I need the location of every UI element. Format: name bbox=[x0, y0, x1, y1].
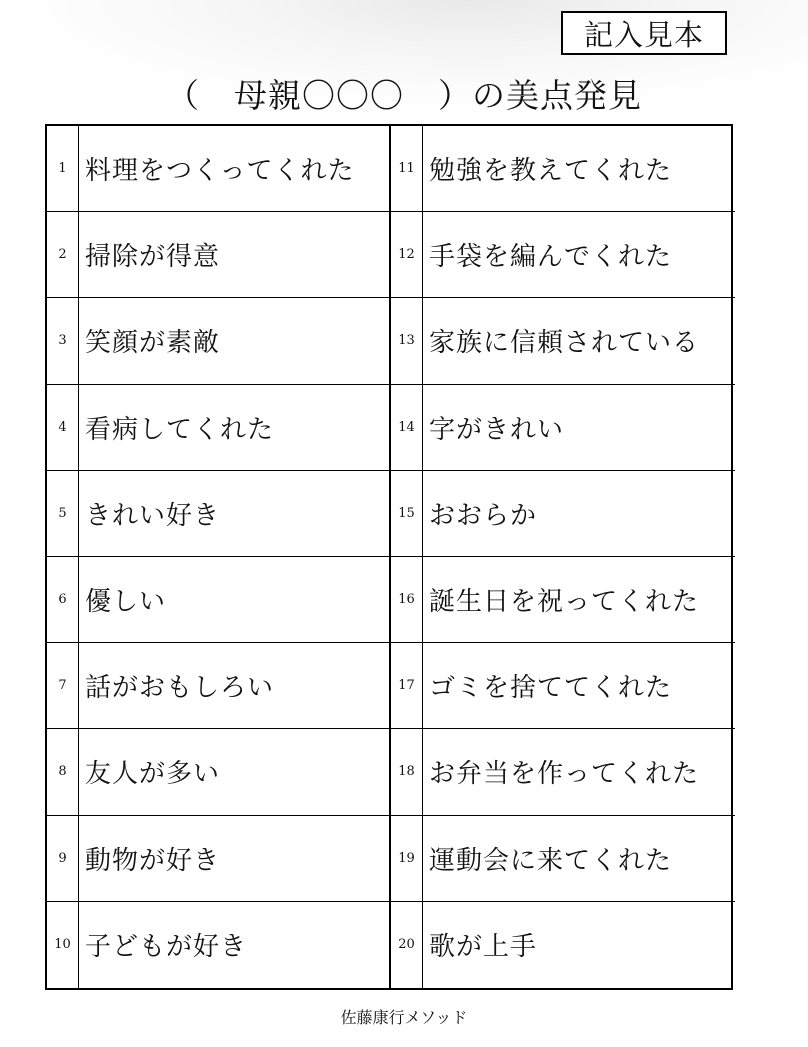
item-number: 16 bbox=[391, 557, 423, 643]
item-number: 20 bbox=[391, 902, 423, 988]
item-number: 14 bbox=[391, 385, 423, 471]
item-number: 19 bbox=[391, 816, 423, 902]
item-text: 優しい bbox=[79, 557, 391, 643]
sample-badge: 記入見本 bbox=[561, 11, 727, 55]
item-number: 12 bbox=[391, 212, 423, 298]
item-number: 9 bbox=[47, 816, 79, 902]
item-number: 8 bbox=[47, 729, 79, 815]
item-text: 動物が好き bbox=[79, 816, 391, 902]
item-text: 料理をつくってくれた bbox=[79, 126, 391, 212]
item-text: 掃除が得意 bbox=[79, 212, 391, 298]
item-number: 4 bbox=[47, 385, 79, 471]
item-number: 13 bbox=[391, 298, 423, 384]
item-text: 子どもが好き bbox=[79, 902, 391, 988]
item-number: 18 bbox=[391, 729, 423, 815]
virtues-table bbox=[45, 124, 733, 990]
item-text: 笑顔が素敵 bbox=[79, 298, 391, 384]
item-number: 10 bbox=[47, 902, 79, 988]
item-text: 看病してくれた bbox=[79, 385, 391, 471]
item-number: 1 bbox=[47, 126, 79, 212]
item-number: 6 bbox=[47, 557, 79, 643]
item-text: 運動会に来てくれた bbox=[423, 816, 735, 902]
item-text: 歌が上手 bbox=[429, 932, 538, 963]
item-number: 11 bbox=[391, 126, 423, 212]
item-text: 誕生日を祝ってくれた bbox=[423, 557, 735, 643]
footer-credit: 佐藤康行メソッド bbox=[340, 1008, 468, 1027]
item-text: ゴミを捨ててくれた bbox=[423, 643, 735, 729]
item-text: お弁当を作ってくれた bbox=[423, 729, 735, 815]
item-number: 5 bbox=[47, 471, 79, 557]
item-number: 7 bbox=[47, 643, 79, 729]
item-number: 3 bbox=[47, 298, 79, 384]
item-text: きれい好き bbox=[79, 471, 391, 557]
item-number: 15 bbox=[391, 471, 423, 557]
item-number: 2 bbox=[47, 212, 79, 298]
item-text: 家族に信頼されている bbox=[423, 298, 735, 384]
item-text: 友人が多い bbox=[79, 729, 391, 815]
page-title: （ 母親〇〇〇 ）の美点発見 bbox=[166, 76, 642, 115]
item-text: 字がきれい bbox=[423, 385, 735, 471]
item-text: 勉強を教えてくれた bbox=[423, 126, 735, 212]
item-text: 手袋を編んでくれた bbox=[423, 212, 735, 298]
item-number: 17 bbox=[391, 643, 423, 729]
item-text: 話がおもしろい bbox=[79, 643, 391, 729]
item-text: おおらか bbox=[423, 471, 735, 557]
